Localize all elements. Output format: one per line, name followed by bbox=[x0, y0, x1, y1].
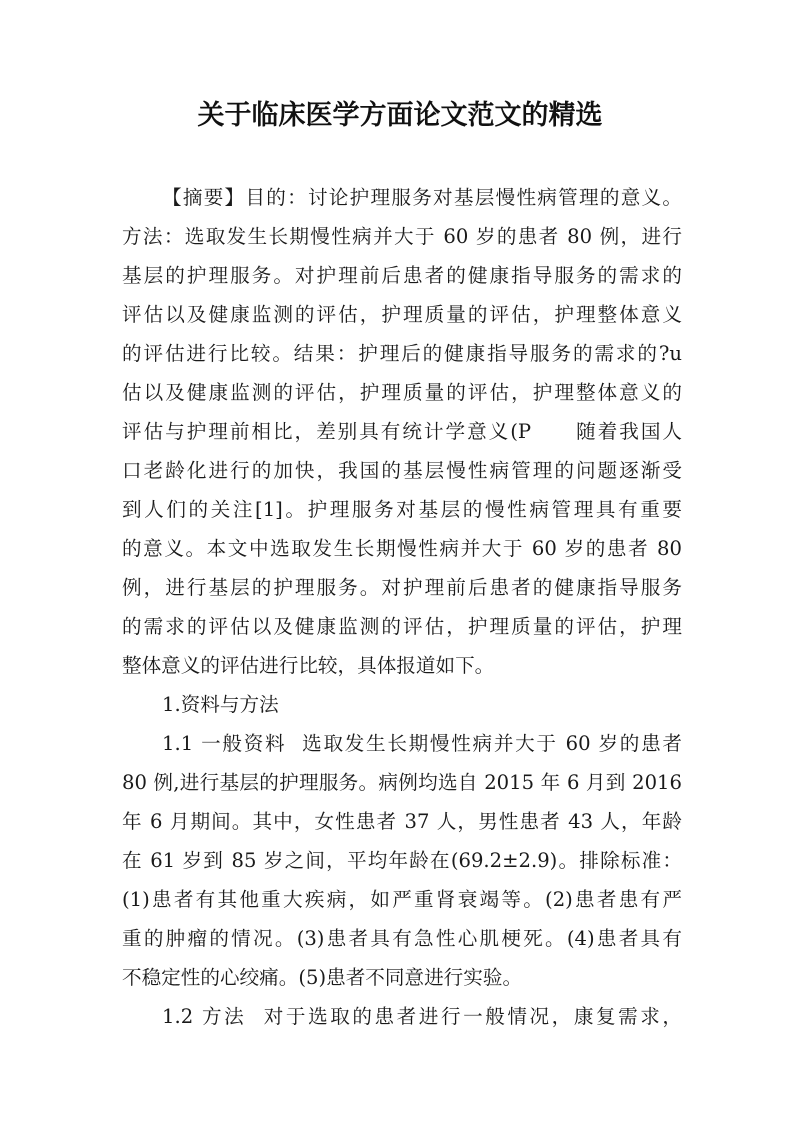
text-line: 基层的护理服务。对护理前后患者的健康指导服务的需求的 bbox=[122, 264, 682, 287]
text-line: 重的肿瘤的情况。(3)患者具有急性心肌梗死。(4)患者具有 bbox=[122, 927, 682, 950]
text-line: 整体意义的评估进行比较，具体报道如下。 bbox=[122, 654, 495, 677]
document-title: 关于临床医学方面论文范文的精选 bbox=[197, 100, 603, 131]
text-line: 的意义。本文中选取发生长期慢性病并大于 60 岁的患者 80 bbox=[122, 537, 682, 560]
text-line: 的需求的评估以及健康监测的评估，护理质量的评估，护理 bbox=[122, 615, 682, 638]
text-line: 到人们的关注[1]。护理服务对基层的慢性病管理具有重要 bbox=[122, 498, 682, 521]
text-line: 80 例,进行基层的护理服务。病例均选自 2015 年 6 月到 2016 bbox=[122, 771, 682, 794]
text-line: 的评估进行比较。结果：护理后的健康指导服务的需求的?u bbox=[122, 342, 682, 365]
text-line: 在 61 岁到 85 岁之间，平均年龄在(69.2±2.9)。排除标准： bbox=[122, 849, 682, 872]
text-line: (1)患者有其他重大疾病，如严重肾衰竭等。(2)患者患有严 bbox=[122, 888, 682, 911]
text-line: 评估与护理前相比，差别具有统计学意义(P 随着我国人 bbox=[122, 420, 682, 443]
text-line: 例，进行基层的护理服务。对护理前后患者的健康指导服务 bbox=[122, 576, 682, 599]
text-line: 估以及健康监测的评估，护理质量的评估，护理整体意义的 bbox=[122, 381, 682, 404]
subsection-line: 1.1 一般资料 选取发生长期慢性病并大于 60 岁的患者 bbox=[162, 732, 682, 755]
text-line: 方法：选取发生长期慢性病并大于 60 岁的患者 80 例，进行 bbox=[122, 225, 682, 248]
section-heading: 1.资料与方法 bbox=[162, 693, 279, 716]
text-line: 【摘要】目的：讨论护理服务对基层慢性病管理的意义。 bbox=[162, 186, 682, 209]
text-line: 不稳定性的心绞痛。(5)患者不同意进行实验。 bbox=[122, 966, 523, 989]
subsection-line: 1.2 方法 对于选取的患者进行一般情况，康复需求， bbox=[162, 1005, 682, 1028]
text-line: 口老龄化进行的加快，我国的基层慢性病管理的问题逐渐受 bbox=[122, 459, 682, 482]
text-line: 年 6 月期间。其中，女性患者 37 人，男性患者 43 人，年龄 bbox=[122, 810, 682, 833]
document-body bbox=[122, 178, 682, 1036]
text-line: 评估以及健康监测的评估，护理质量的评估，护理整体意义 bbox=[122, 303, 682, 326]
